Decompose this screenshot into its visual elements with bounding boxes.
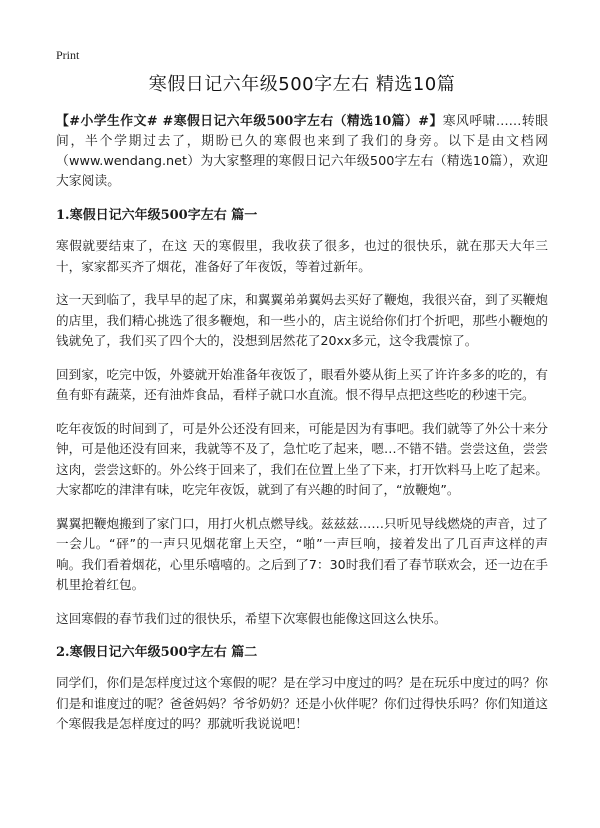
intro-paragraph [56, 112, 548, 192]
section2-paragraph: 同学们，你们是怎样度过这个寒假的呢？是在学习中度过的吗？是在玩乐中度过的吗？你们是和谁度过的呢？爸爸妈妈？爷爷奶奶？还是小伙伴呢？你们过得快乐吗？你们知道这个寒假我是怎样度过的吗？那就听我说说吧！ [56, 675, 548, 731]
section1-paragraph: 回到家，吃完中饭，外婆就开始准备年夜饭了，眼看外婆从街上买了许许多多的吃的，有鱼有虾有蔬菜，还有油炸食品，看样子就口水直流。恨不得早点把这些吃的秒速干完。 [56, 366, 548, 402]
print-label: Print [56, 48, 80, 62]
section1-paragraph: 翼翼把鞭炮搬到了家门口，用打火机点燃导线。兹兹兹……只听见导线燃烧的声音，过了一会儿。“砰”的一声只见烟花窜上天空，“啪”一声巨响，接着发出了几百声这样的声响。我们看着烟花，心里乐嘻嘻的。之后到了7：30时我们看了春节联欢会，还一边在手机里抢着红包。 [56, 515, 548, 592]
intro-text: 寒风呼啸……转眼间，半个学期过去了，期盼已久的寒假也来到了我们的身旁。以下是由文档网（www.wendang.net）为大家整理的寒假日记六年级500字左右（精选10篇），欢迎大家阅读。 [56, 114, 549, 189]
section1-paragraph: 吃年夜饭的时间到了，可是外公还没有回来，可能是因为有事吧。我们就等了外公十来分钟，可是他还没有回来，我就等不及了，急忙吃了起来，嗯…不错不错。尝尝这鱼，尝尝这肉，尝尝这虾的。外公终于回来了，我们在位置上坐了下来，打开饮料马上吃了起来。大家都吃的津津有味，吃完年夜饭，就到了有兴趣的时间了，“放鞭炮”。 [56, 420, 548, 497]
section-heading-1: 1.寒假日记六年级500字左右 篇一 [56, 208, 258, 223]
document-title: 寒假日记六年级500字左右 精选10篇 [148, 74, 456, 95]
section1-paragraph: 这回寒假的春节我们过的很快乐，希望下次寒假也能像这回这么快乐。 [56, 610, 447, 626]
section1-paragraph: 这一天到临了，我早早的起了床，和翼翼弟弟翼妈去买好了鞭炮，我很兴奋，到了买鞭炮的店里，我们精心挑选了很多鞭炮，和一些小的，店主说给你们打个折吧，那些小鞭炮的钱就免了，我们买了四个大的，没想到居然花了20xx多元，这令我震惊了。 [56, 292, 548, 348]
section1-paragraph: 寒假就要结束了，在这 天的寒假里，我收获了很多，也过的很快乐，就在那天大年三十，家家都买齐了烟花，准备好了年夜饭，等着过新年。 [56, 238, 548, 274]
section-heading-2: 2.寒假日记六年级500字左右 篇二 [56, 645, 258, 660]
intro-tag: 【#小学生作文# #寒假日记六年级500字左右（精选10篇）#】 [56, 114, 443, 129]
